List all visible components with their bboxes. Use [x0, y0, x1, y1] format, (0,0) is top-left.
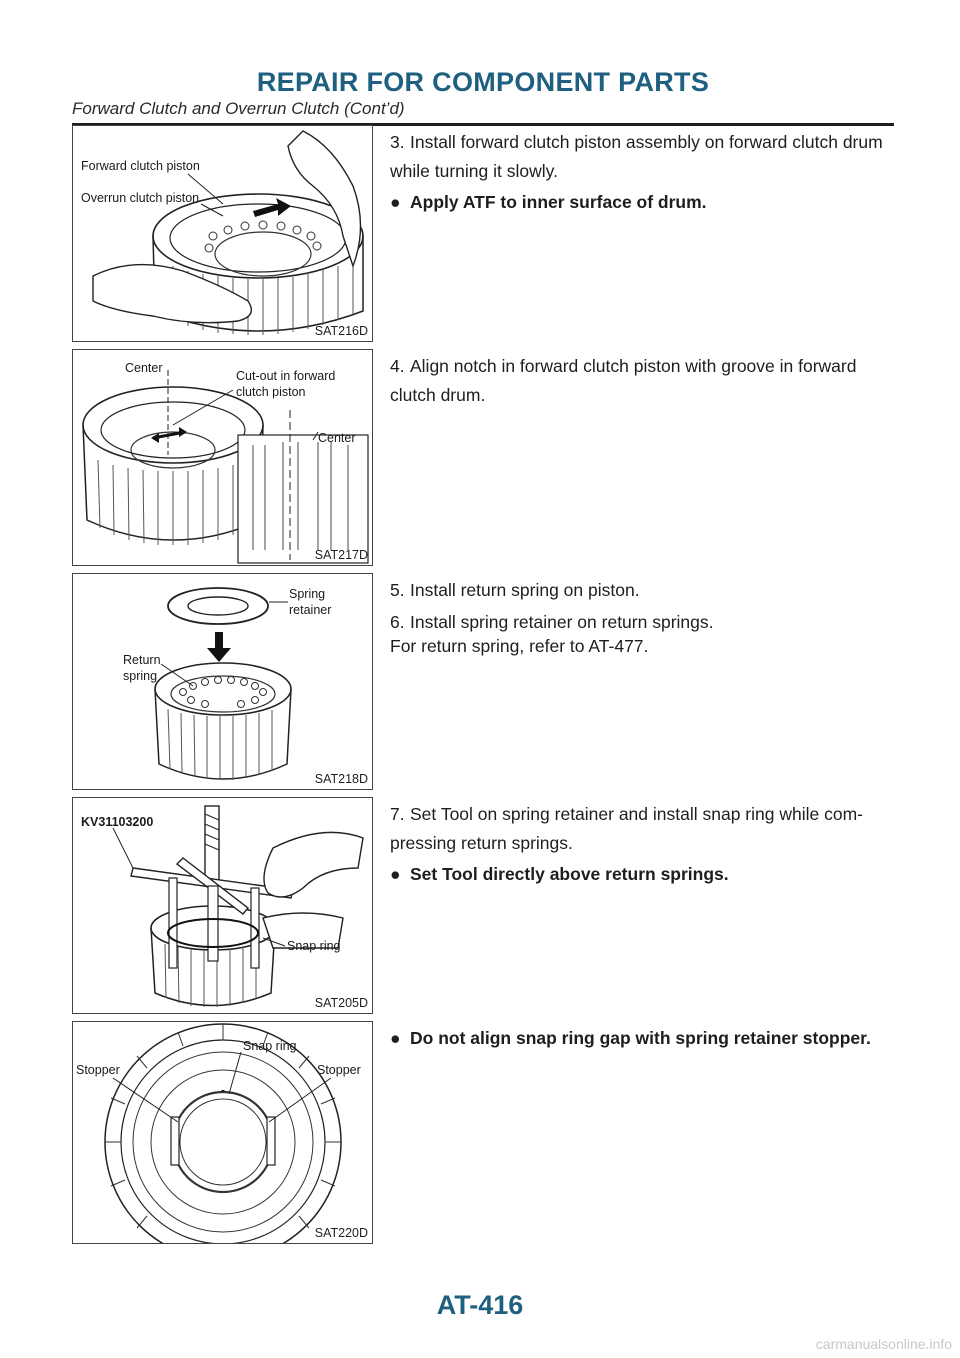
step-continuation: clutch drum.	[390, 385, 486, 405]
label-forward-clutch-piston: Forward clutch piston	[81, 159, 200, 173]
step-item: 5. Install return spring on piston.	[390, 580, 640, 600]
step-item: 6. Install spring retainer on return springs.	[390, 612, 714, 632]
step-continuation: pressing return springs.	[390, 833, 573, 853]
step-item: 7. Set Tool on spring retainer and install snap ring while com-	[390, 804, 863, 824]
step-continuation: while turning it slowly.	[390, 161, 558, 181]
notch-alignment-illustration	[73, 350, 372, 565]
label-return: Return	[123, 653, 161, 667]
page-subtitle: Forward Clutch and Overrun Clutch (Cont’d)	[72, 99, 405, 118]
page-number: AT-416	[436, 1290, 524, 1320]
instructions	[390, 797, 894, 886]
step-continuation: For return spring, refer to AT-477.	[390, 636, 649, 656]
figure-sat218d	[72, 573, 373, 790]
label-spring: Spring	[289, 587, 326, 601]
label-stopper-left: Stopper	[76, 1063, 120, 1077]
forward-clutch-piston-illustration	[73, 126, 372, 341]
bullet-item: ● Apply ATF to inner surface of drum.	[390, 192, 707, 212]
page-header	[72, 66, 894, 126]
bullet-item: ● Set Tool directly above return springs.	[390, 864, 729, 884]
instructions	[390, 349, 894, 407]
watermark: carmanualsonline.info	[815, 1336, 952, 1352]
figure-sat220d	[72, 1021, 373, 1244]
label-snap-ring: Snap ring	[243, 1039, 297, 1053]
snap-ring-tool-illustration	[73, 798, 372, 1013]
label-center-2: Center	[318, 431, 356, 445]
instructions	[390, 125, 894, 214]
instructions	[390, 1021, 894, 1050]
label-spring-2: spring	[123, 669, 158, 683]
return-spring-illustration	[73, 574, 372, 789]
label-cut-out: Cut-out in forward	[236, 369, 336, 383]
bullet-item: ● Do not align snap ring gap with spring retainer stopper.	[390, 1028, 871, 1048]
figure-code: SAT205D	[314, 996, 368, 1010]
figure-sat217d	[72, 349, 373, 566]
label-overrun-clutch-piston: Overrun clutch piston	[81, 191, 200, 205]
label-retainer: retainer	[289, 603, 332, 617]
figure-sat216d	[72, 125, 373, 342]
instructions	[390, 573, 894, 658]
figure-code: SAT216D	[314, 324, 368, 338]
label-cut-out-2: clutch piston	[236, 385, 306, 399]
step-item: 3. Install forward clutch piston assembly on forward clutch drum	[390, 132, 883, 152]
figure-code: SAT217D	[314, 548, 368, 562]
snap-ring-stopper-illustration	[73, 1022, 372, 1243]
label-stopper-right: Stopper	[317, 1063, 361, 1077]
label-tool-number: KV31103200	[81, 815, 154, 829]
label-snap-ring: Snap ring	[287, 939, 341, 953]
figure-code: SAT220D	[314, 1226, 368, 1240]
label-center: Center	[125, 361, 163, 375]
figure-code: SAT218D	[314, 772, 368, 786]
step-item: 4. Align notch in forward clutch piston with groove in forward	[390, 356, 857, 376]
figure-sat205d	[72, 797, 373, 1014]
page-title: REPAIR FOR COMPONENT PARTS	[256, 67, 710, 97]
